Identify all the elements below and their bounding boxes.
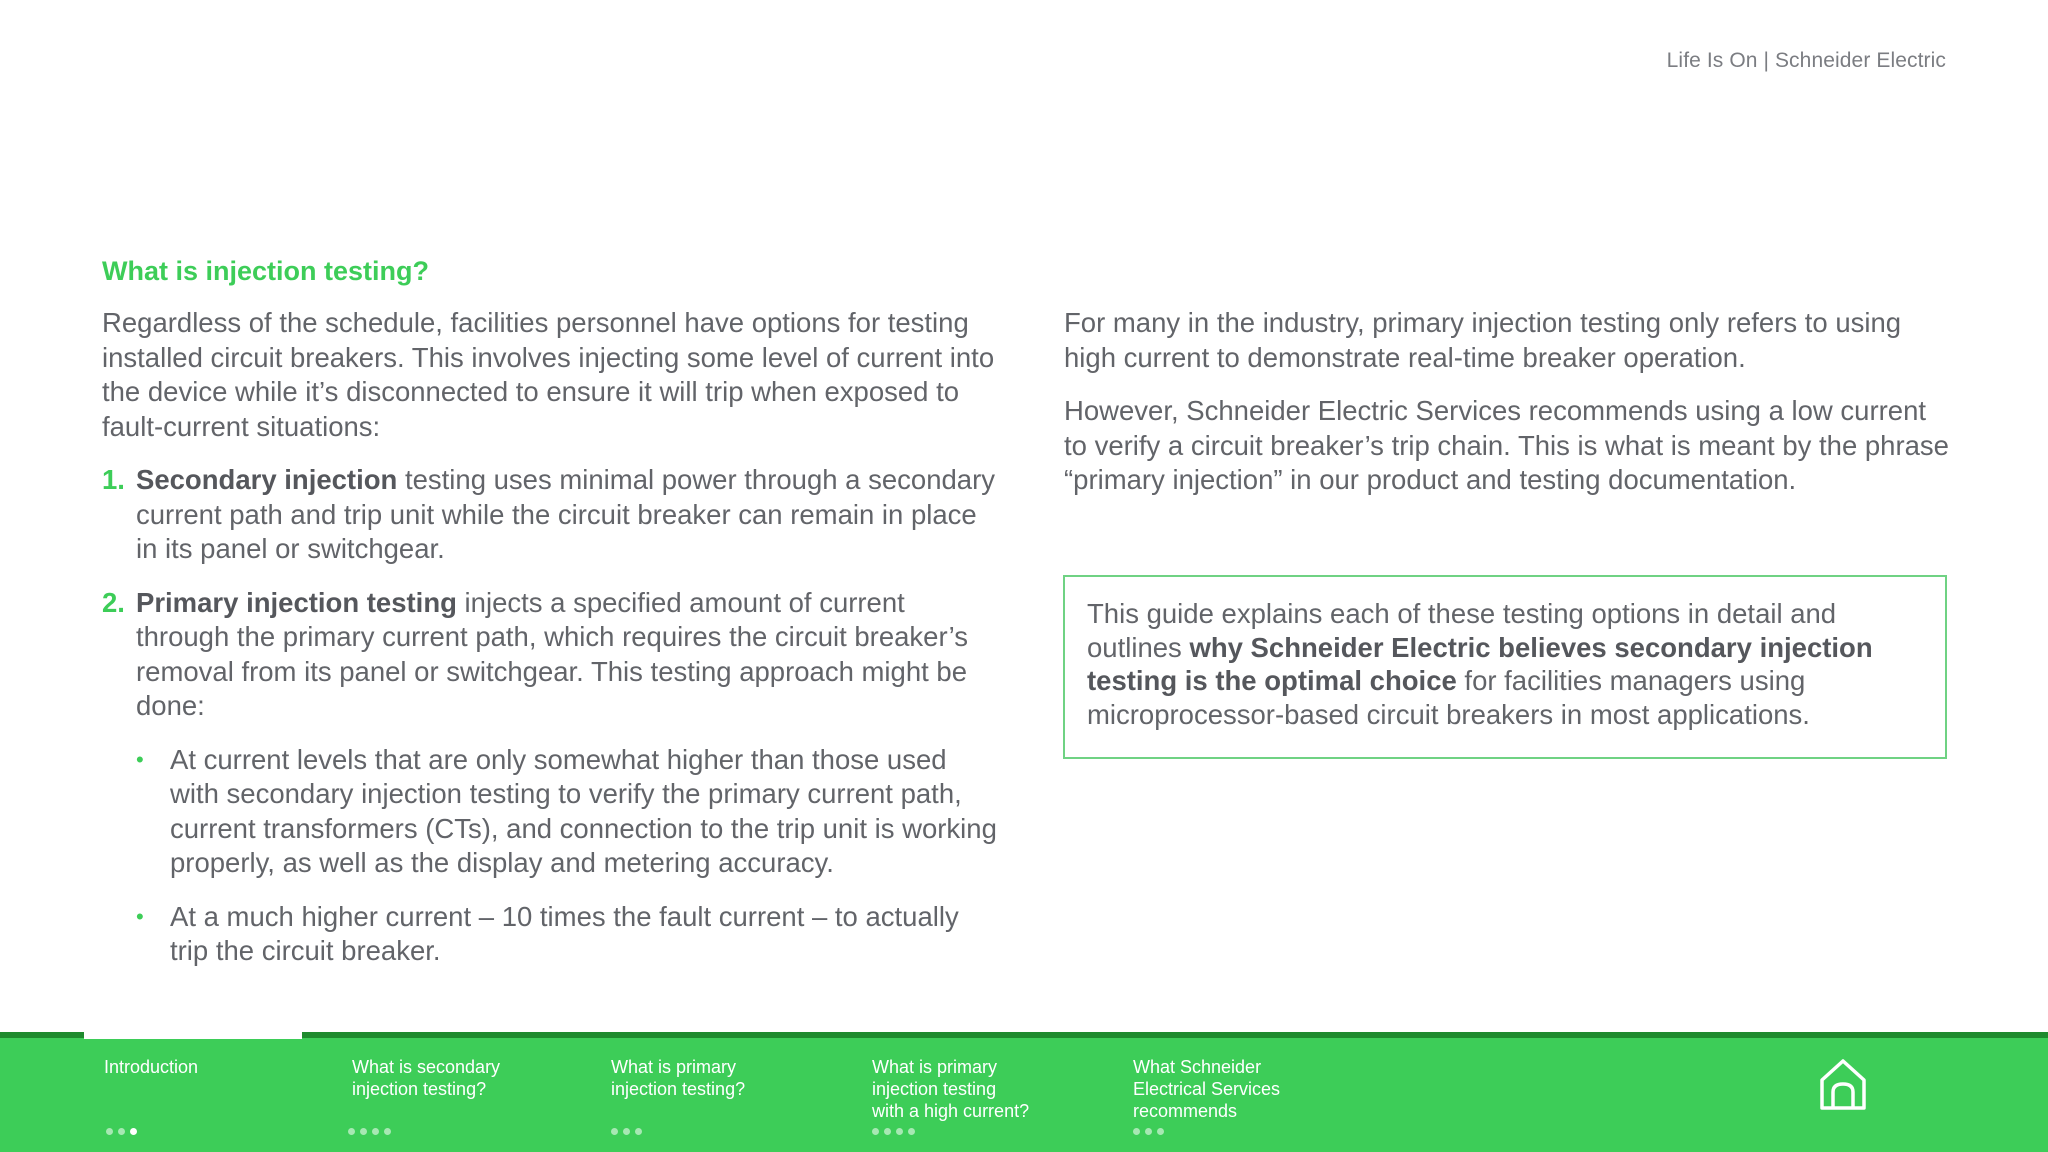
callout-text-end: for facilities managers using microprocessor-based circuit breakers in most applications. bbox=[1087, 665, 1810, 730]
footer-nav bbox=[0, 1032, 2048, 1152]
progress-dot bbox=[384, 1128, 391, 1135]
progress-dot bbox=[884, 1128, 891, 1135]
right-column bbox=[1064, 306, 1956, 517]
nav-item-label: What is secondary injection testing? bbox=[352, 1057, 501, 1099]
item-text: injects a specified amount of current through the primary current path, which requires the circuit breaker’s removal from its panel or switchgear. This testing approach might be done: bbox=[136, 586, 969, 721]
bullet-dot-icon: • bbox=[136, 903, 144, 929]
item-bold-term: Secondary injection bbox=[136, 464, 398, 495]
item-number: 2. bbox=[102, 586, 125, 618]
nav-item-label: What is primary injection testing? bbox=[611, 1057, 746, 1099]
nav-item-label: What Schneider Electrical Services recommends bbox=[1133, 1057, 1281, 1121]
nav-item-label: What is primary injection testing with a high current? bbox=[872, 1057, 1030, 1121]
nav-progress-dots bbox=[1133, 1128, 1164, 1135]
progress-dot-active bbox=[130, 1128, 137, 1135]
numbered-item bbox=[102, 586, 1002, 724]
nav-item-recommends[interactable] bbox=[1133, 1056, 1280, 1122]
bullet-item bbox=[102, 743, 1002, 881]
progress-dot bbox=[106, 1128, 113, 1135]
home-icon[interactable] bbox=[1818, 1056, 1868, 1112]
progress-dot bbox=[623, 1128, 630, 1135]
nav-progress-dots bbox=[611, 1128, 642, 1135]
section-title: What is injection testing? bbox=[102, 256, 430, 286]
progress-dot bbox=[360, 1128, 367, 1135]
numbered-item bbox=[102, 463, 1002, 567]
brand-tagline: Life Is On | Schneider Electric bbox=[1666, 49, 1946, 72]
nav-item-primary-injection[interactable] bbox=[611, 1056, 745, 1100]
callout-text: This guide explains each of these testing options in detail and outlines bbox=[1087, 598, 1837, 663]
bullet-text: At a much higher current – 10 times the fault current – to actually trip the circuit breaker. bbox=[170, 900, 959, 966]
progress-dot bbox=[908, 1128, 915, 1135]
nav-progress-dots bbox=[872, 1128, 915, 1135]
item-bold-term: Primary injection testing bbox=[136, 586, 457, 618]
nav-item-label: Introduction bbox=[104, 1057, 199, 1077]
item-number: 1. bbox=[102, 464, 125, 495]
nav-item-introduction[interactable] bbox=[104, 1056, 198, 1078]
nav-progress-dots bbox=[106, 1128, 137, 1135]
progress-dot bbox=[635, 1128, 642, 1135]
progress-dot bbox=[118, 1128, 125, 1135]
bullet-text: At current levels that are only somewhat higher than those used with secondary injection testing to verify the primary current path, current transformers (CTs), and connection to the trip unit is working properly, as well as the display and metering accuracy. bbox=[170, 743, 997, 878]
item-text: testing uses minimal power through a secondary current path and trip unit while the circuit breaker can remain in place in its panel or switchgear. bbox=[136, 464, 995, 564]
progress-dot bbox=[872, 1128, 879, 1135]
callout-box bbox=[1063, 575, 1947, 759]
progress-dot bbox=[896, 1128, 903, 1135]
left-column bbox=[102, 306, 1002, 988]
nav-item-secondary-injection[interactable] bbox=[352, 1056, 500, 1100]
nav-progress-dots bbox=[348, 1128, 391, 1135]
footer-divider bbox=[0, 1032, 2048, 1038]
progress-dot bbox=[348, 1128, 355, 1135]
intro-paragraph: Regardless of the schedule, facilities personnel have options for testing installed circuit breakers. This involves injecting some level of current into the device while it’s disconnected to ensure it will trip when exposed to fault-current situations: bbox=[102, 307, 995, 442]
progress-dot bbox=[1145, 1128, 1152, 1135]
progress-dot bbox=[1133, 1128, 1140, 1135]
progress-dot bbox=[1157, 1128, 1164, 1135]
bullet-dot-icon: • bbox=[136, 746, 144, 772]
callout-bold: why Schneider Electric believes secondary injection testing is the optimal choice bbox=[1087, 631, 1873, 696]
nav-item-primary-high-current[interactable] bbox=[872, 1056, 1029, 1122]
progress-dot bbox=[611, 1128, 618, 1135]
right-paragraph-2: However, Schneider Electric Services recommends using a low current to verify a circuit breaker’s trip chain. This is what is meant by the phrase “primary injection” in our product and testing documentation. bbox=[1064, 395, 1949, 495]
active-tab-marker bbox=[84, 1032, 302, 1039]
right-paragraph-1: For many in the industry, primary injection testing only refers to using high current to demonstrate real-time breaker operation. bbox=[1064, 307, 1902, 373]
progress-dot bbox=[372, 1128, 379, 1135]
bullet-item bbox=[102, 900, 1002, 969]
